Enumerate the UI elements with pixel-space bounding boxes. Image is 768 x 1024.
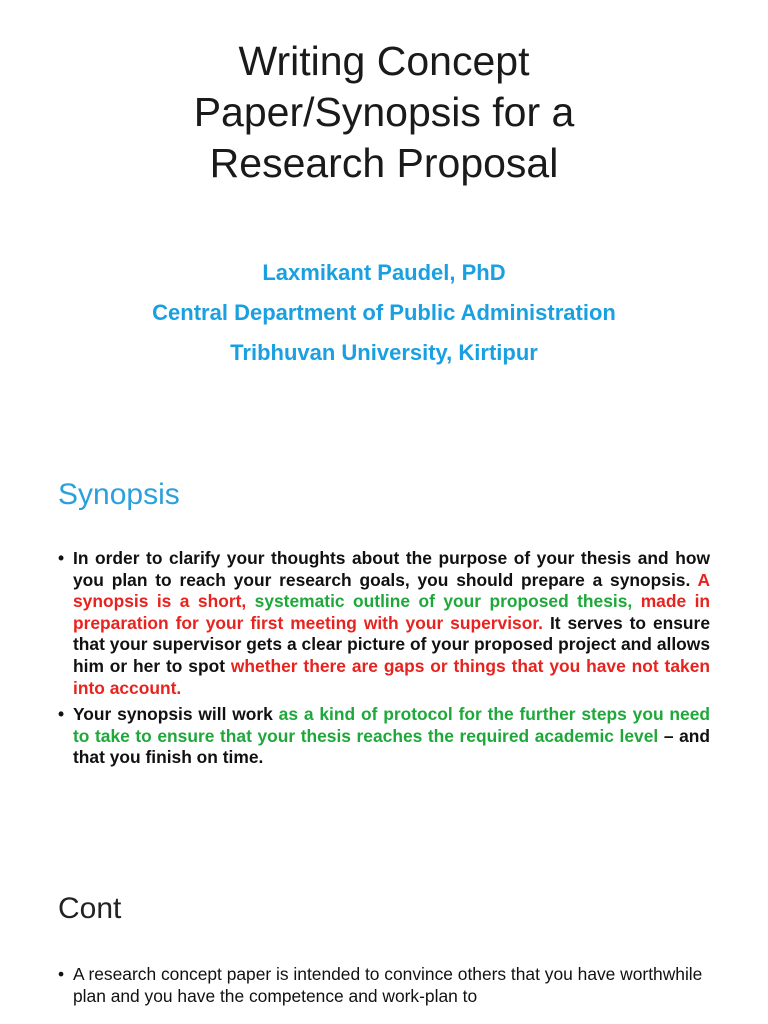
bullet-text: Your synopsis will work	[73, 704, 279, 725]
author-department: Central Department of Public Administration	[152, 300, 616, 325]
author-name: Laxmikant Paudel, PhD	[262, 260, 506, 285]
emphasis-red: A synopsis is a short,	[73, 569, 710, 612]
bullet-item	[58, 548, 710, 699]
bullet-text: – and that you finish on time.	[73, 725, 710, 768]
bullet-text: A research concept paper is intended to convince others that you have worthwhile plan and you have the competence and work-plan to	[73, 964, 703, 1006]
bullet-marker: •	[58, 548, 65, 568]
bullet-marker: •	[58, 964, 65, 984]
bullet-item	[58, 704, 710, 769]
slide-heading: Cont	[58, 892, 122, 925]
emphasis-red: made in preparation for your first meeting with your supervisor.	[73, 591, 711, 633]
slide-title	[0, 0, 768, 448]
bullet-list	[58, 548, 710, 774]
slide-synopsis	[0, 448, 768, 884]
emphasis-red: whether there are gaps or things that you have not taken into account.	[73, 655, 710, 698]
emphasis-green: systematic outline of your proposed thesis,	[254, 591, 641, 612]
title-line-3: Research Proposal	[209, 140, 559, 186]
author-university: Tribhuvan University, Kirtipur	[230, 340, 538, 365]
slide-cont	[0, 884, 768, 1024]
slide-heading: Synopsis	[58, 478, 180, 511]
emphasis-green: as a kind of protocol for the further steps you need to take to ensure that your thesis reaches the required academic level	[73, 704, 710, 746]
bullet-item	[58, 964, 710, 1007]
presentation-title	[0, 36, 768, 189]
title-line-2: Paper/Synopsis for a	[193, 89, 575, 135]
bullet-marker: •	[58, 704, 65, 725]
bullet-list	[58, 964, 710, 1012]
author-block	[0, 253, 768, 373]
bullet-text: It serves to ensure that your supervisor gets a clear picture of your proposed project and allows him or her to spot	[73, 612, 710, 676]
title-line-1: Writing Concept	[238, 38, 530, 84]
bullet-text: In order to clarify your thoughts about the purpose of your thesis and how you plan to reach your research goals, you should prepare a synopsis.	[73, 548, 710, 590]
